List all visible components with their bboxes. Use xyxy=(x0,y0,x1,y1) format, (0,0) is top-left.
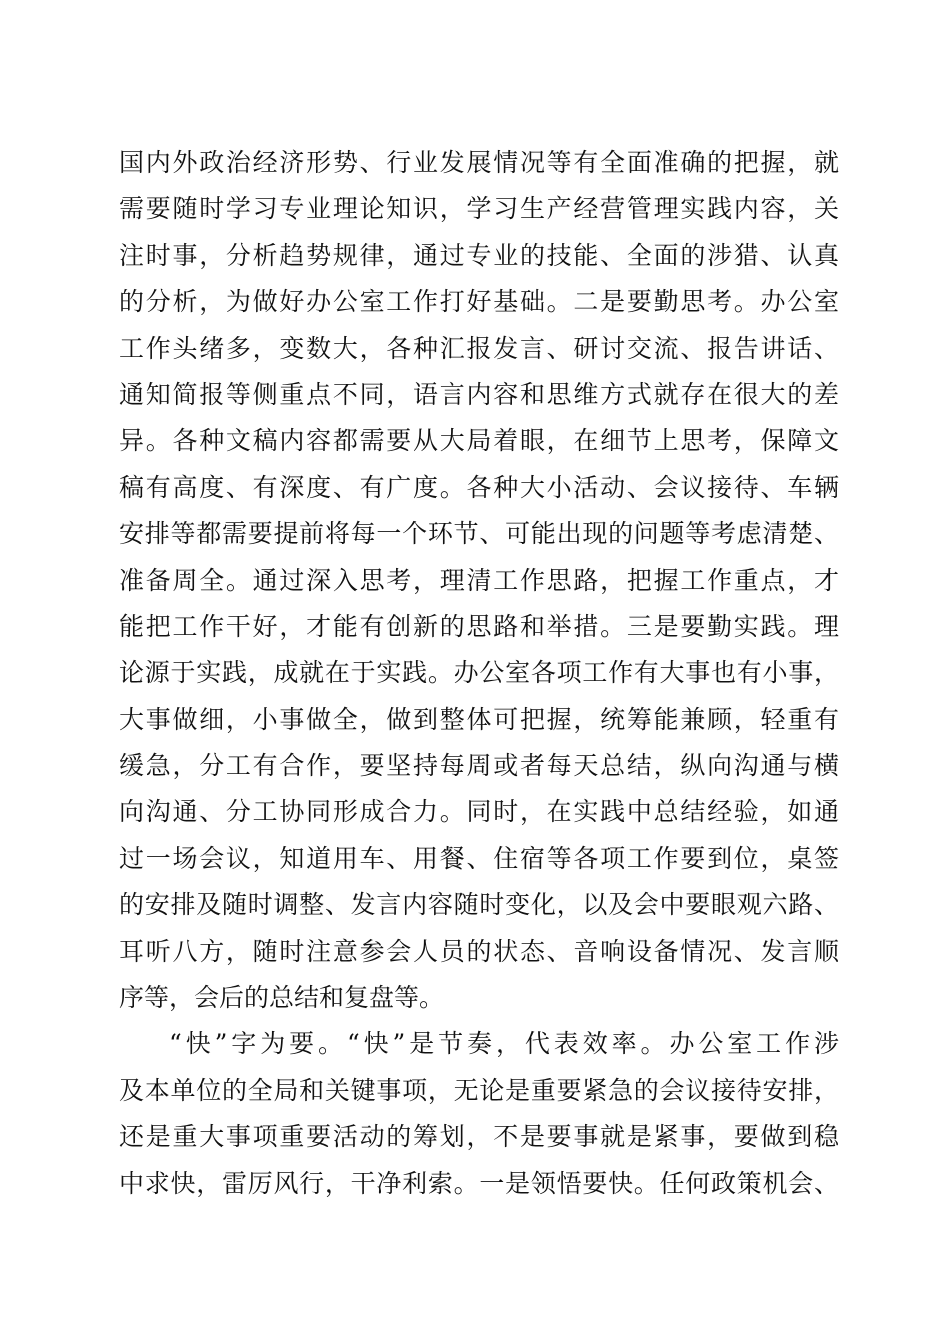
text-line: 需要随时学习专业理论知识，学习生产经营管理实践内容，关 xyxy=(119,194,839,224)
text-line: 工作头绪多，变数大，各种汇报发言、研讨交流、报告讲话、 xyxy=(119,333,839,363)
text-line: 及本单位的全局和关键事项，无论是重要紧急的会议接待安排， xyxy=(119,1075,839,1105)
text-line: 向沟通、分工协同形成合力。同时，在实践中总结经验，如通 xyxy=(119,797,839,827)
text-line: 的分析，为做好办公室工作打好基础。二是要勤思考。办公室 xyxy=(119,287,839,317)
text-line: 注时事，分析趋势规律，通过专业的技能、全面的涉猎、认真 xyxy=(119,240,839,270)
text-line: 序等，会后的总结和复盘等。 xyxy=(119,983,445,1013)
text-line: 过一场会议，知道用车、用餐、住宿等各项工作要到位，桌签 xyxy=(119,843,839,873)
text-line: 缓急，分工有合作，要坚持每周或者每天总结，纵向沟通与横 xyxy=(119,751,839,781)
text-line: 安排等都需要提前将每一个环节、可能出现的问题等考虑清楚、 xyxy=(119,519,839,549)
paragraph-2 xyxy=(119,1021,839,1207)
text-line: “快”字为要。“快”是节奏，代表效率。办公室工作涉 xyxy=(169,1029,839,1059)
text-line: 中求快，雷厉风行，干净利索。一是领悟要快。任何政策机会、 xyxy=(119,1168,839,1198)
text-line: 异。各种文稿内容都需要从大局着眼，在细节上思考，保障文 xyxy=(119,426,839,456)
text-line: 国内外政治经济形势、行业发展情况等有全面准确的把握，就 xyxy=(119,148,839,177)
text-line: 的安排及随时调整、发言内容随时变化，以及会中要眼观六路、 xyxy=(119,890,839,920)
document-body xyxy=(119,140,839,1207)
text-line: 耳听八方，随时注意参会人员的状态、音响设备情况、发言顺 xyxy=(119,936,839,966)
text-line: 能把工作干好，才能有创新的思路和举措。三是要勤实践。理 xyxy=(119,611,839,641)
paragraph-1 xyxy=(119,140,839,1021)
text-line: 论源于实践，成就在于实践。办公室各项工作有大事也有小事， xyxy=(119,658,839,688)
text-line: 还是重大事项重要活动的筹划，不是要事就是紧事，要做到稳 xyxy=(119,1122,839,1152)
text-line: 通知简报等侧重点不同，语言内容和思维方式就存在很大的差 xyxy=(119,379,839,409)
text-line: 大事做细，小事做全，做到整体可把握，统筹能兼顾，轻重有 xyxy=(119,704,839,734)
text-line: 稿有高度、有深度、有广度。各种大小活动、会议接待、车辆 xyxy=(119,472,839,502)
text-line: 准备周全。通过深入思考，理清工作思路，把握工作重点，才 xyxy=(119,565,839,595)
